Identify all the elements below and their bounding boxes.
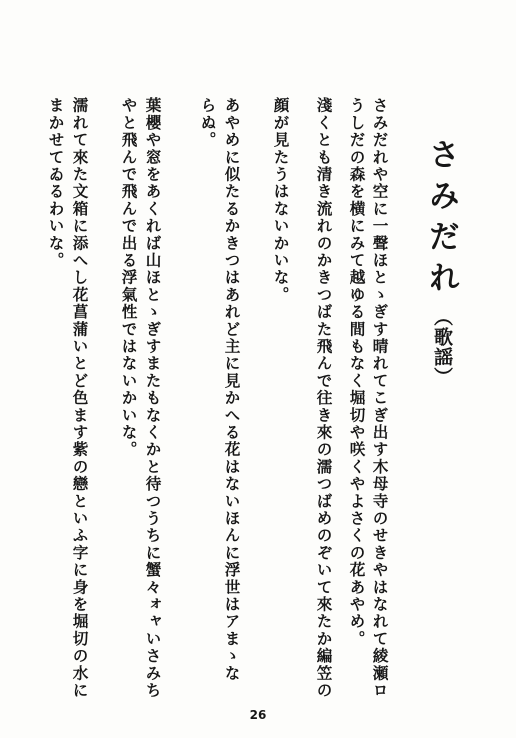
text-column: 濡れて來た文箱に添へし花菖蒲いとど色ます紫の戀といふ字に身を堀切の水に (70, 97, 90, 699)
text-column: らぬ。 (198, 97, 218, 149)
text-column: うしだの森を横にみて越ゆる間もなく堀切や咲くやよさくの花あやめ。 (347, 97, 367, 648)
page-number: 26 (249, 708, 267, 722)
text-column: まかせてゐるわいな。 (46, 97, 66, 269)
text-column: やと飛んで飛んで出る浮氣性ではないかいな。 (119, 97, 139, 459)
text-column: 顔が見たうはないかいな。 (271, 97, 291, 304)
page-title: さみだれ (423, 138, 459, 302)
text-column: 葉櫻や窓をあくれば山ほとゝぎすまたもなくかと待つうちに蟹々ォャいさみち (143, 97, 163, 699)
text-column: さみだれや空に一聲ほとゝぎす晴れてこぎ出す木母寺のせきやはなれて綾瀬ロ (370, 97, 390, 699)
text-column: 淺くとも清き流れのかきつばた飛んで往き來の濡つばめのぞいて來たか編笠の (314, 97, 334, 699)
page-subtitle: （歌謡） (431, 307, 453, 387)
text-column: あやめに似たるかきつはあれど主に見かへる花はないほんに浮世はアまゝな (222, 97, 242, 682)
